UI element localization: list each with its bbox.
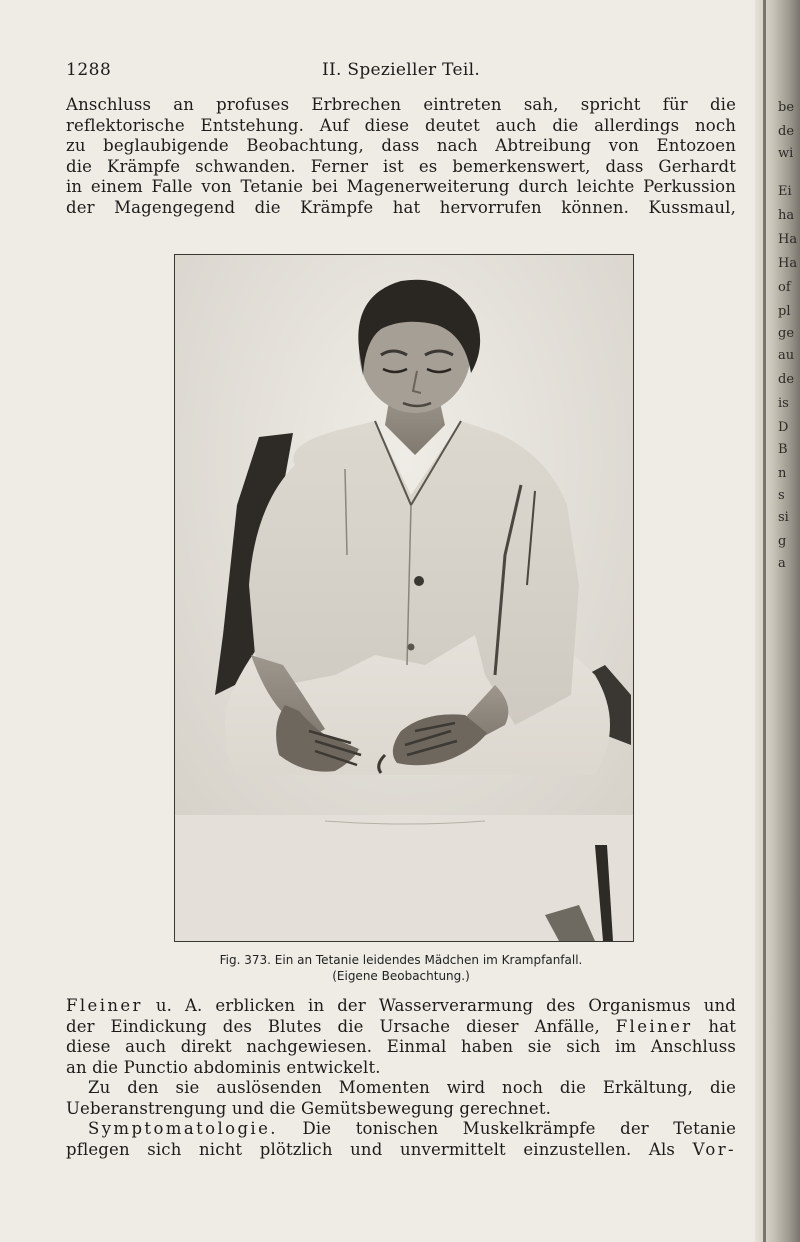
text-line <box>66 996 736 1017</box>
text-span: u. A. erblicken in der Wasserverarmung des Organismus und <box>142 996 736 1015</box>
paragraph-top <box>66 95 736 218</box>
caption-line: Fig. 373. Ein an Tetanie leidendes Mädchen im Krampfanfall. <box>219 953 583 967</box>
text-line: in einem Falle von Tetanie bei Magenerweiterung durch leichte Perkussion <box>66 177 736 196</box>
text-line: diese auch direkt nachgewiesen. Einmal haben sie sich im Anschluss <box>66 1037 736 1056</box>
fragment-text: de <box>778 124 795 139</box>
fragment-text: a <box>778 556 786 571</box>
text-span: der Eindickung des Blutes die Ursache dieser Anfälle, <box>66 1016 616 1036</box>
text-line <box>66 1140 736 1161</box>
text-line: die Krämpfe schwanden. Ferner ist es bemerkenswert, dass Gerhardt <box>66 156 736 176</box>
fragment-text: ha <box>778 208 795 223</box>
fragment-text: is <box>778 396 789 411</box>
fragment-text: n <box>778 466 787 481</box>
text-line <box>66 1119 736 1140</box>
text-line <box>66 1017 736 1038</box>
fragment-text: Ha <box>778 232 798 247</box>
text-line: Anschluss an profuses Erbrechen eintreten sah, spricht für die <box>66 95 736 114</box>
photo-girl-tetany-illustration <box>175 255 633 941</box>
fragment-text: of <box>778 280 791 295</box>
text-line: zu beglaubigende Beobachtung, dass nach Abtreibung von Entozoen <box>66 136 736 155</box>
text-line: Zu den sie auslösenden Momenten wird noch die Erkältung, die <box>88 1078 736 1097</box>
text-line: reflektorische Entstehung. Auf diese deutet auch die allerdings noch <box>66 115 736 135</box>
text-span: Vor- <box>692 1139 736 1159</box>
fragment-text: B <box>778 442 788 457</box>
caption-line: (Eigene Beobachtung.) <box>332 969 470 983</box>
page-number: 1288 <box>66 60 112 80</box>
fragment-text: pl <box>778 304 791 319</box>
author-name: Fleiner <box>615 1016 693 1036</box>
fragment-text: ge <box>778 326 795 341</box>
fragment-text: si <box>778 510 789 525</box>
fragment-text: wi <box>778 146 794 161</box>
fragment-text: Ei <box>778 184 792 199</box>
fragment-text: s <box>778 488 785 503</box>
fragment-text: be <box>778 100 795 115</box>
text-span: Die tonischen Muskelkrämpfe der Tetanie <box>277 1119 736 1138</box>
paragraph-bottom <box>66 996 736 1078</box>
paragraph-symptoms <box>66 1119 736 1160</box>
text-line: der Magengegend die Krämpfe hat hervorrufen können. Kussmaul, <box>66 197 736 217</box>
running-title: II. Spezieller Teil. <box>321 60 481 80</box>
fragment-text: au <box>778 348 795 363</box>
fragment-text: g <box>778 534 787 549</box>
figure-photograph <box>174 254 634 942</box>
section-heading: Symptomatologie. <box>88 1119 278 1138</box>
text-line: Ueberanstrengung und die Gemütsbewegung gerechnet. <box>66 1098 552 1118</box>
adjacent-page-edge <box>755 0 800 1242</box>
text-span: pflegen sich nicht plötzlich und unvermittelt einzustellen. Als <box>66 1139 693 1159</box>
text-span: hat <box>692 1016 736 1036</box>
paragraph-causes <box>66 1078 736 1119</box>
page-header <box>66 60 736 84</box>
figure-caption <box>66 952 736 984</box>
fragment-text: D <box>778 420 789 435</box>
fragment-text: Ha <box>778 256 798 271</box>
page-fold-line <box>763 0 766 1242</box>
author-name: Fleiner <box>66 996 143 1015</box>
fragment-text: de <box>778 372 795 387</box>
text-line: an die Punctio abdominis entwickelt. <box>66 1057 381 1077</box>
